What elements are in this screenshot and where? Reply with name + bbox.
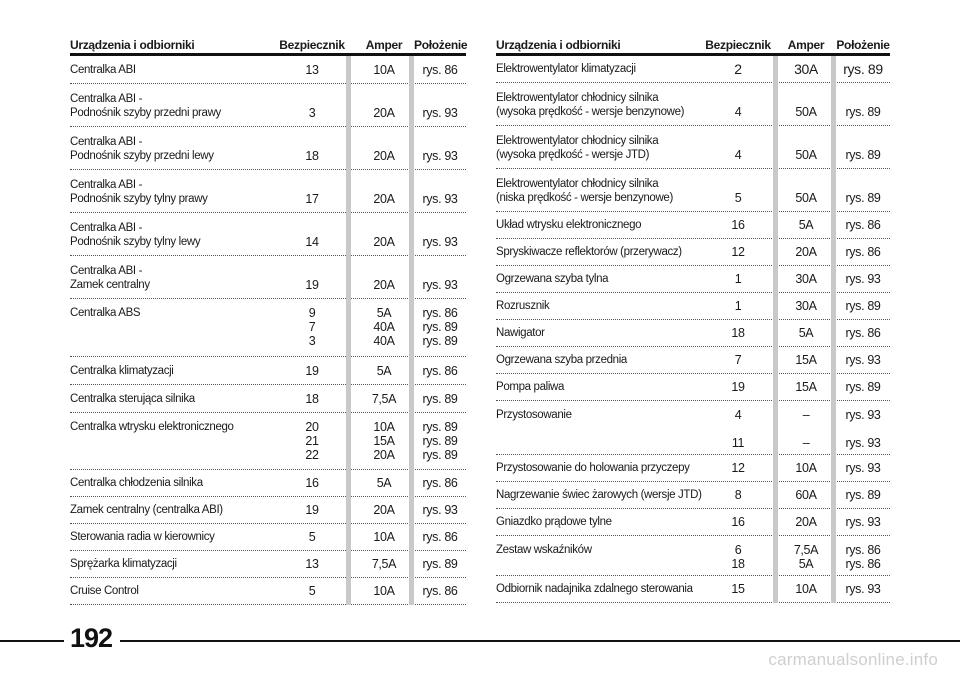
- header-position: Położenie: [414, 38, 468, 52]
- amp-cell: 20A: [795, 515, 817, 529]
- amp-cell: 5A: [376, 364, 392, 378]
- fuse-cell: 2: [734, 61, 742, 77]
- amp-cell: 20A: [373, 106, 395, 120]
- device-cell: Zestaw wskaźników: [496, 544, 592, 556]
- table-row: [70, 357, 466, 385]
- position-cell: rys. 86: [422, 584, 458, 598]
- fuse-cell: 19: [305, 503, 319, 517]
- amp-cell: 30A: [794, 61, 818, 77]
- amp-cell: 10A: [795, 461, 817, 475]
- position-cell: rys. 89: [845, 148, 881, 162]
- fuse-cell: 12: [731, 461, 745, 475]
- device-cell: Centralka ABS: [70, 307, 141, 319]
- position-cell: rys. 93: [845, 582, 881, 596]
- position-cell: rys. 93: [845, 353, 881, 367]
- table-row: [496, 455, 890, 482]
- amp-cell: 5A 40A 40A: [373, 306, 395, 348]
- watermark: carmanualsonline.info: [768, 650, 938, 669]
- device-cell: Centralka wtrysku elektronicznego: [70, 421, 234, 433]
- device-cell: Sterowania radia w kierownicy: [70, 531, 215, 543]
- device-cell: Ogrzewana szyba przednia: [496, 354, 627, 366]
- fuse-cell: 19: [731, 380, 745, 394]
- device-cell: Centralka ABI - Podnośnik szyby tylny prawy: [70, 179, 208, 205]
- device-cell: Elektrowentylator chłodnicy silnika (wysoka prędkość - wersje benzynowe): [496, 92, 685, 118]
- table-row: [496, 293, 890, 320]
- table-row: [496, 169, 890, 212]
- position-cell: rys. 86: [422, 63, 458, 77]
- fuse-cell: 16: [731, 515, 745, 529]
- footer-rule-right: [120, 640, 960, 642]
- fuse-cell: 12: [731, 245, 745, 259]
- position-cell: rys. 86: [845, 218, 881, 232]
- amp-cell: 50A: [795, 105, 817, 119]
- device-cell: Sprężarka klimatyzacji: [70, 558, 177, 570]
- table-header: [70, 36, 466, 56]
- position-cell: rys. 86: [422, 364, 458, 378]
- fuse-cell: 18: [305, 392, 319, 406]
- table-row: [496, 126, 890, 169]
- device-cell: Centralka klimatyzacji: [70, 365, 174, 377]
- amp-cell: 15A: [795, 353, 817, 367]
- device-cell: Elektrowentylator chłodnicy silnika (niska prędkość - wersje benzynowe): [496, 178, 673, 204]
- page-number: 192: [70, 623, 113, 653]
- fuse-cell: 18: [305, 149, 319, 163]
- amp-cell: 7,5A 5A: [793, 543, 819, 571]
- footer-rule-left: [0, 640, 64, 642]
- table-row: [70, 84, 466, 127]
- position-cell: rys. 93: [845, 515, 881, 529]
- position-cell: rys. 89 rys. 89 rys. 89: [422, 420, 458, 462]
- fuse-cell: 5: [734, 191, 742, 205]
- device-cell: Centralka ABI - Podnośnik szyby tylny lewy: [70, 222, 201, 248]
- position-cell: rys. 86: [422, 476, 458, 490]
- position-cell: rys. 93: [422, 235, 458, 249]
- device-cell: Układ wtrysku elektronicznego: [496, 219, 642, 231]
- amp-cell: 50A: [795, 191, 817, 205]
- table-row: [70, 413, 466, 470]
- table-row: [70, 497, 466, 524]
- fuse-cell: 15: [731, 582, 745, 596]
- amp-cell: – –: [802, 408, 810, 450]
- header-device: Urządzenia i odbiorniki: [496, 38, 621, 52]
- position-cell: rys. 89: [845, 488, 881, 502]
- column-divider: [346, 524, 351, 551]
- column-divider: [346, 413, 351, 470]
- fuse-table-right: [496, 36, 890, 603]
- device-cell: Centralka ABI - Podnośnik szyby przedni lewy: [70, 136, 214, 162]
- device-cell: Zamek centralny (centralka ABI): [70, 504, 223, 516]
- table-row: [496, 347, 890, 374]
- table-row: [496, 536, 890, 576]
- column-divider: [346, 385, 351, 413]
- fuse-cell: 16: [731, 218, 745, 232]
- table-row: [70, 127, 466, 170]
- device-cell: Centralka ABI - Podnośnik szyby przedni prawy: [70, 93, 221, 119]
- amp-cell: 7,5A: [371, 392, 397, 406]
- column-divider: [346, 56, 351, 84]
- column-divider: [346, 127, 351, 170]
- fuse-cell: 6 18: [731, 543, 745, 571]
- table-row: [70, 524, 466, 551]
- fuse-cell: 20 21 22: [305, 420, 319, 462]
- device-cell: Cruise Control: [70, 585, 139, 597]
- device-cell: Centralka chłodzenia silnika: [70, 477, 203, 489]
- table-row: [70, 385, 466, 413]
- amp-cell: 20A: [373, 192, 395, 206]
- device-cell: Centralka ABI: [70, 64, 136, 76]
- amp-cell: 10A: [373, 63, 395, 77]
- column-divider: [346, 497, 351, 524]
- fuse-cell: 13: [305, 557, 319, 571]
- column-divider: [346, 84, 351, 127]
- fuse-cell: 3: [308, 106, 316, 120]
- amp-cell: 10A: [795, 582, 817, 596]
- device-cell: Ogrzewana szyba tylna: [496, 273, 609, 285]
- position-cell: rys. 86: [422, 530, 458, 544]
- fuse-cell: 5: [308, 584, 316, 598]
- table-row: [496, 374, 890, 401]
- position-cell: rys. 89: [422, 557, 458, 571]
- amp-cell: 10A: [373, 530, 395, 544]
- amp-cell: 30A: [795, 299, 817, 313]
- amp-cell: 5A: [798, 218, 814, 232]
- device-cell: Przystosowanie: [496, 409, 572, 421]
- device-cell: Odbiornik nadajnika zdalnego sterowania: [496, 583, 693, 595]
- table-row: [496, 56, 890, 83]
- header-device: Urządzenia i odbiorniki: [70, 38, 195, 52]
- amp-cell: 20A: [373, 503, 395, 517]
- table-body-right: [496, 56, 890, 603]
- fuse-cell: 14: [305, 235, 319, 249]
- fuse-cell: 16: [305, 476, 319, 490]
- column-divider: [346, 578, 351, 605]
- table-body-left: [70, 56, 466, 605]
- column-divider: [346, 470, 351, 497]
- amp-cell: 30A: [795, 272, 817, 286]
- fuse-cell: 17: [305, 192, 319, 206]
- header-position: Położenie: [836, 38, 890, 52]
- amp-cell: 10A 15A 20A: [373, 420, 395, 462]
- amp-cell: 60A: [795, 488, 817, 502]
- table-header: [496, 36, 890, 56]
- amp-cell: 20A: [373, 278, 395, 292]
- fuse-cell: 1: [734, 272, 742, 286]
- position-cell: rys. 86 rys. 89 rys. 89: [422, 306, 458, 348]
- fuse-cell: 4 11: [731, 408, 745, 450]
- amp-cell: 5A: [376, 476, 392, 490]
- column-divider: [346, 256, 351, 299]
- position-cell: rys. 86 rys. 86: [845, 543, 881, 571]
- position-cell: rys. 89: [845, 191, 881, 205]
- fuse-cell: 8: [734, 488, 742, 502]
- position-cell: rys. 93: [422, 503, 458, 517]
- device-cell: Elektrowentylator klimatyzacji: [496, 63, 636, 75]
- position-cell: rys. 89: [845, 299, 881, 313]
- position-cell: rys. 89: [845, 105, 881, 119]
- position-cell: rys. 89: [422, 392, 458, 406]
- table-row: [496, 401, 890, 455]
- device-cell: Przystosowanie do holowania przyczepy: [496, 462, 690, 474]
- table-row: [496, 576, 890, 603]
- fuse-cell: 4: [734, 105, 742, 119]
- amp-cell: 10A: [373, 584, 395, 598]
- table-row: [70, 299, 466, 357]
- device-cell: Rozrusznik: [496, 300, 550, 312]
- device-cell: Pompa paliwa: [496, 381, 565, 393]
- table-row: [496, 482, 890, 509]
- position-cell: rys. 93: [845, 461, 881, 475]
- column-divider: [346, 551, 351, 578]
- device-cell: Nawigator: [496, 327, 545, 339]
- column-divider: [346, 213, 351, 256]
- amp-cell: 7,5A: [371, 557, 397, 571]
- fuse-cell: 7: [734, 353, 742, 367]
- table-row: [496, 509, 890, 536]
- header-amp: Amper: [787, 38, 825, 52]
- header-fuse: Bezpiecznik: [279, 38, 345, 52]
- fuse-cell: 9 7 3: [308, 306, 316, 348]
- position-cell: rys. 93: [422, 192, 458, 206]
- table-row: [496, 239, 890, 266]
- position-cell: rys. 93: [422, 106, 458, 120]
- device-cell: Spryskiwacze reflektorów (przerywacz): [496, 246, 682, 258]
- column-divider: [346, 170, 351, 213]
- table-row: [70, 551, 466, 578]
- fuse-cell: 19: [305, 364, 319, 378]
- fuse-cell: 18: [731, 326, 745, 340]
- table-row: [496, 83, 890, 126]
- position-cell: rys. 93 rys. 93: [845, 408, 881, 450]
- amp-cell: 50A: [795, 148, 817, 162]
- table-row: [496, 212, 890, 239]
- position-cell: rys. 86: [845, 245, 881, 259]
- fuse-cell: 13: [305, 63, 319, 77]
- amp-cell: 20A: [373, 235, 395, 249]
- amp-cell: 15A: [795, 380, 817, 394]
- position-cell: rys. 93: [845, 272, 881, 286]
- fuse-table-left: [70, 36, 466, 605]
- column-divider: [346, 357, 351, 385]
- device-cell: Gniazdko prądowe tylne: [496, 516, 612, 528]
- amp-cell: 5A: [798, 326, 814, 340]
- position-cell: rys. 93: [422, 149, 458, 163]
- table-row: [70, 56, 466, 84]
- amp-cell: 20A: [373, 149, 395, 163]
- fuse-cell: 5: [308, 530, 316, 544]
- table-row: [496, 320, 890, 347]
- table-row: [70, 170, 466, 213]
- amp-cell: 20A: [795, 245, 817, 259]
- position-cell: rys. 93: [422, 278, 458, 292]
- header-fuse: Bezpiecznik: [705, 38, 771, 52]
- device-cell: Nagrzewanie świec żarowych (wersje JTD): [496, 489, 702, 501]
- device-cell: Centralka ABI - Zamek centralny: [70, 265, 150, 291]
- table-row: [496, 266, 890, 293]
- position-cell: rys. 89: [843, 61, 883, 77]
- fuse-cell: 19: [305, 278, 319, 292]
- device-cell: Centralka sterująca silnika: [70, 393, 195, 405]
- fuse-cell: 4: [734, 148, 742, 162]
- table-row: [70, 256, 466, 299]
- position-cell: rys. 89: [845, 380, 881, 394]
- table-row: [70, 578, 466, 605]
- column-divider: [346, 299, 351, 357]
- device-cell: Elektrowentylator chłodnicy silnika (wysoka prędkość - wersje JTD): [496, 135, 659, 161]
- fuse-cell: 1: [734, 299, 742, 313]
- table-row: [70, 213, 466, 256]
- table-row: [70, 470, 466, 497]
- header-amp: Amper: [365, 38, 403, 52]
- position-cell: rys. 86: [845, 326, 881, 340]
